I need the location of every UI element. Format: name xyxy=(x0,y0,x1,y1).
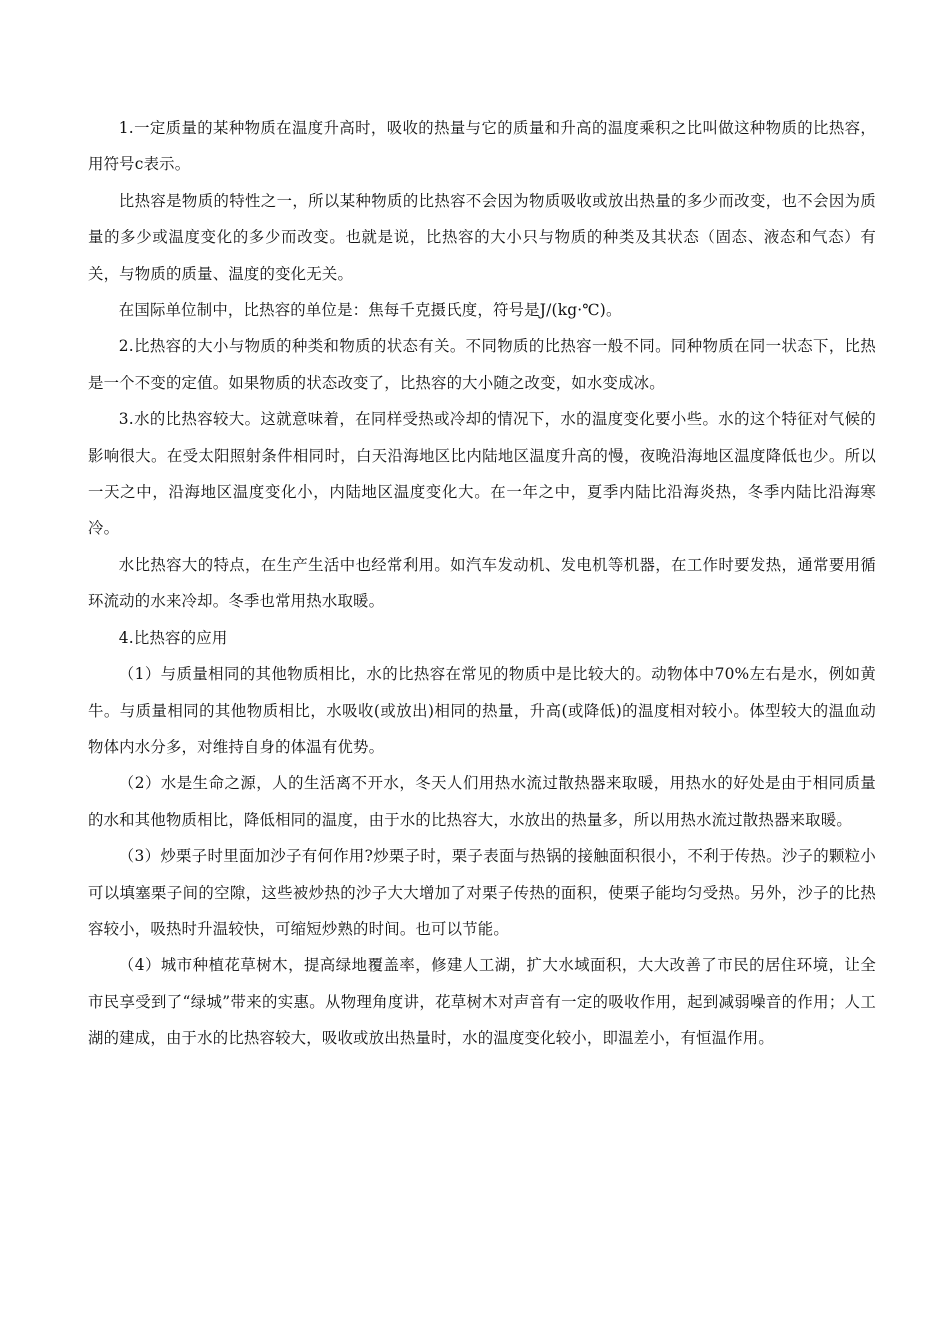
paragraph-1: 1.一定质量的某种物质在温度升高时，吸收的热量与它的质量和升高的温度乘积之比叫做这种物质的比热容，用符号c表示。 xyxy=(88,119,876,174)
paragraph-5: 3.水的比热容较大。这就意味着，在同样受热或冷却的情况下，水的温度变化要小些。水的这个特征对气候的影响很大。在受太阳照射条件相同时，白天沿海地区比内陆地区温度升高的慢，夜晚沿海地区温度降低也少。所以一天之中，沿海地区温度变化小，内陆地区温度变化大。在一年之中，夏季内陆比沿海炎热，冬季内陆比沿海寒冷。 xyxy=(88,410,876,538)
section-heading-applications: 4.比热容的应用 xyxy=(118,628,228,647)
paragraph-3: 在国际单位制中，比热容的单位是：焦每千克摄氏度，符号是J/(kg·℃)。 xyxy=(118,301,622,320)
paragraph-application-2: （2）水是生命之源，人的生活离不开水，冬天人们用热水流过散热器来取暖，用热水的好处是由于相同质量的水和其他物质相比，降低相同的温度，由于水的比热容大，水放出的热量多，所以用热水流过散热器来取暖。 xyxy=(88,774,876,829)
paragraph-application-4: （4）城市种植花草树木，提高绿地覆盖率，修建人工湖，扩大水域面积，大大改善了市民的居住环境，让全市民享受到了“绿城”带来的实惠。从物理角度讲，花草树木对声音有一定的吸收作用，起到减弱噪音的作用；人工湖的建成，由于水的比热容较大，吸收或放出热量时，水的温度变化较小，即温差小，有恒温作用。 xyxy=(88,956,876,1048)
paragraph-2: 比热容是物质的特性之一，所以某种物质的比热容不会因为物质吸收或放出热量的多少而改变，也不会因为质量的多少或温度变化的多少而改变。也就是说，比热容的大小只与物质的种类及其状态（固态、液态和气态）有关，与物质的质量、温度的变化无关。 xyxy=(88,191,876,283)
paragraph-application-1: （1）与质量相同的其他物质相比，水的比热容在常见的物质中是比较大的。动物体中70%左右是水，例如黄牛。与质量相同的其他物质相比，水吸收(或放出)相同的热量，升高(或降低)的温度相对较小。体型较大的温血动物体内水分多，对维持自身的体温有优势。 xyxy=(88,665,876,756)
paragraph-4: 2.比热容的大小与物质的种类和物质的状态有关。不同物质的比热容一般不同。同种物质在同一状态下，比热是一个不变的定值。如果物质的状态改变了，比热容的大小随之改变，如水变成冰。 xyxy=(88,337,876,392)
paragraph-application-3: （3）炒栗子时里面加沙子有何作用?炒栗子时，栗子表面与热锅的接触面积很小，不利于传热。沙子的颗粒小可以填塞栗子间的空隙，这些被炒热的沙子大大增加了对栗子传热的面积，使栗子能均匀受热。另外，沙子的比热容较小，吸热时升温较快，可缩短炒熟的时间。也可以节能。 xyxy=(88,847,876,938)
paragraph-6: 水比热容大的特点，在生产生活中也经常利用。如汽车发动机、发电机等机器，在工作时要发热，通常要用循环流动的水来冷却。冬季也常用热水取暖。 xyxy=(88,555,876,611)
document-body xyxy=(88,110,876,1057)
